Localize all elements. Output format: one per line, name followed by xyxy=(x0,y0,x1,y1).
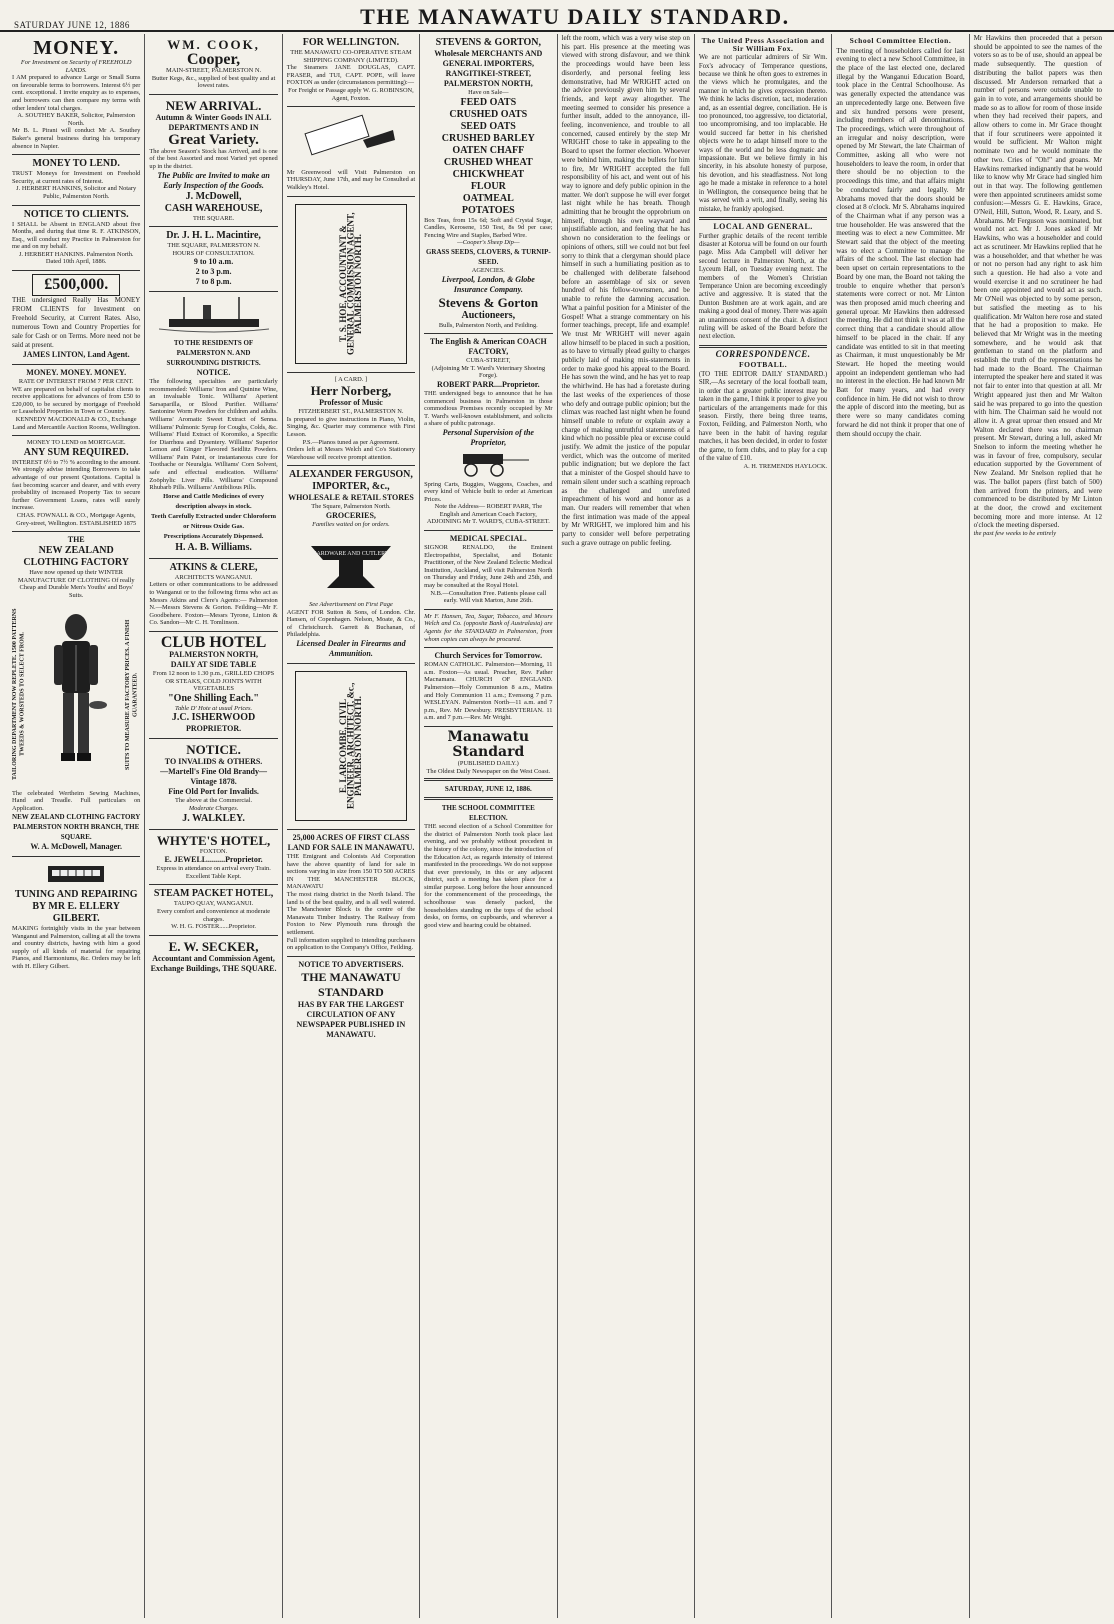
mortgage-ad xyxy=(12,436,140,532)
nz-footer: The celebrated Wertheim Sewing Machines, Hand and Treadle. Full particulars on Application. xyxy=(12,789,141,812)
warehouse-address: THE SQUARE. xyxy=(192,214,235,222)
williams-notice: NOTICE. xyxy=(196,367,231,377)
rate-heading: RATE OF INTEREST FROM 7 PER CENT. xyxy=(18,378,134,386)
leader-oldest: The Oldest Daily Newspaper on the West Coast. xyxy=(426,767,551,775)
auctioneers-label: Auctioneers, xyxy=(461,309,516,321)
leader-published: (PUBLISHED DAILY.) xyxy=(457,759,519,767)
stock-item: CRUSHED WHEAT xyxy=(443,156,533,168)
secker-accountant: Accountant and Commission Agent, xyxy=(152,953,275,963)
money-signature: A. SOUTHEY BAKER, Solicitor, Palmerston North. xyxy=(17,112,135,127)
clients-ad xyxy=(12,206,140,272)
residents-heading: TO THE RESIDENTS OF PALMERSTON N. AND SURROUNDING DISTRICTS. xyxy=(166,338,261,367)
club-dhote: Table D' Hote at usual Prices. xyxy=(175,704,253,712)
football-heading: FOOTBALL. xyxy=(739,360,788,370)
ferguson-ad xyxy=(287,466,415,664)
commercial-note: The above at the Commercial. xyxy=(174,797,253,805)
money-money-ad xyxy=(12,365,140,436)
coach-factory-ad xyxy=(424,334,552,531)
club-body: From 12 noon to 1.30 p.m., GRILLED CHOPS OR STEAKS, COLD JOINTS WITH VEGETABLES xyxy=(152,670,275,693)
fine-old-port: Fine Old Port for Invalids. xyxy=(168,787,259,797)
nz-side-left: TAILORING DEPARTMENT NOW REPLETE. 1500 PATTERNS TWEEDS & WORSTEDS TO SELECT FROM. xyxy=(12,608,26,781)
leader-date: SATURDAY, JUNE 12, 1886. xyxy=(444,785,532,794)
hoe-ad xyxy=(287,197,415,373)
money-ad xyxy=(12,34,140,155)
anvil-label: HARDWARE AND CUTLERY. xyxy=(312,551,390,558)
fox-heading: The United Press Association and Sir William Fox. xyxy=(701,36,825,53)
stevens-cooper: —Cooper's Sheep Dip— xyxy=(457,239,520,247)
clients-body: I SHALL be Absent in ENGLAND about five Months, and during that time R. F. ATKINSON, Esq., will conduct my Practice in Palmerston for me and on my behalf. xyxy=(12,220,141,251)
moderate-charges: Moderate Charges. xyxy=(188,804,239,812)
club-hotel-ad xyxy=(149,632,277,739)
stevens-name: STEVENS & GORTON, xyxy=(435,37,541,48)
linton-signature: JAMES LINTON, Land Agent. xyxy=(22,350,130,360)
column-1 xyxy=(8,34,145,1618)
column-5 xyxy=(558,34,695,1618)
stevens-agencies: AGENCIES. xyxy=(471,266,505,274)
norberg-profession: Professor of Music xyxy=(319,398,383,408)
column-7 xyxy=(832,34,969,1618)
boy-figure-illustration xyxy=(36,605,116,785)
stevens-box: Box Teas, from 15s 6d; Soft and Crystal Sugar, Candles, Kerosene, 150 Test, 8s 9d per case; Fencing Wire and Staples, Barbed Wire. xyxy=(424,216,553,239)
packet-hotel-ad xyxy=(149,885,277,935)
lend-signature: J. HERBERT HANKINS, Solicitor and Notary Public, Palmerston North. xyxy=(16,185,137,200)
clothing-factory-ad xyxy=(12,532,140,857)
secker-name: E. W. SECKER, xyxy=(168,938,259,954)
stock-item: FEED OATS xyxy=(460,96,517,108)
land-sale-ad xyxy=(287,830,415,957)
local-heading: LOCAL AND GENERAL. xyxy=(713,221,813,231)
piano-icon xyxy=(46,860,106,886)
stevens-street: RANGITIKEI-STREET, PALMERSTON NORTH, xyxy=(443,69,533,88)
acres-more: The most rising district in the North Island. The land is of the best quality, and is all well watered. The Manchester Block is the centre of the Manawatu Timber Industry. The Railway from Foxton to New Plymouth runs through the settlement. xyxy=(286,891,416,936)
lend-ad xyxy=(12,155,140,205)
column-footer: the past few weeks to be entirely xyxy=(973,530,1057,538)
anvil-illustration xyxy=(301,528,401,598)
church-heading: Church Services for Tomorrow. xyxy=(434,651,543,661)
walkley-name: J. WALKLEY. xyxy=(182,812,245,824)
ferguson-wholesale: WHOLESALE & RETAIL STORES xyxy=(288,493,414,503)
packet-name: STEAM PACKET HOTEL, xyxy=(153,888,274,900)
atkins-body: Letters or other communications to be addressed to Wanganui or to the following firms who act as Messrs Atkins and Clere's Agents:— Palmerston N.—Messrs Stevens & Gorton. Feilding—Mr F. Goodbehere. Foxton—Messrs Tyrone, Linton & Co. Sandon—Mr C. H. Tomlinson. xyxy=(149,581,278,627)
acres-body: THE Emigrant and Colonists Aid Corporation have the above quantity of land for sale in sections varying in size from 150 TO 500 ACRES IN THE MANCHESTER BLOCK, MANAWATU xyxy=(286,853,416,891)
larcombe-ad xyxy=(287,664,415,830)
walkley-notice: NOTICE. xyxy=(186,742,241,758)
secker-ad xyxy=(149,936,277,978)
coach-supervision: Personal Supervision of the Proprietor, xyxy=(442,427,534,447)
stevens-liverpool: Liverpool, London, & Globe Insurance Company. xyxy=(441,274,535,294)
cook-address: MAIN-STREET, PALMERSTON N. xyxy=(166,67,262,74)
money-subheading: For Investment on Security of FREEHOLD LANDS. xyxy=(20,59,132,74)
column-2 xyxy=(145,34,282,1618)
whyte-proprietor: E. JEWELL.........Proprietor. xyxy=(164,855,263,865)
fox-body: We are not particular admirers of Sir Wm. Fox's advocacy of Temperance questions, because we think he often goes to extremes in the views which he promulgates, and the manner in which he gives expression thereto. We think he lacks discretion, tact, moderation and, as an essential degree, conciliation. He is too pronounced, too aggressive, too dictatorial, too uncompromising, and too implacable. He would succeed far better in his cherished objects were he to adapt himself more to the ways of the world and be less dogmatic and impassionate. But we believe firmly in his sincerity, in his absolute honesty of purpose, his devotion, and his steadfastness. Not long ago he made a mistake in reference to a hotel in Wellington, the consequence being that he was served with a writ, and finally, seeing his mistake, he frankly apologised. xyxy=(698,54,828,213)
any-sum-body: INTEREST 6½ to 7½ % according to the amount. We strongly advise intending Borrowers to take advantage of our present Quotations. Capital is fast becoming scarcer and dearer, and with every probability of increased Property Tax to secure further Government Loans, rates will surely increase. xyxy=(12,458,141,512)
leader-body: THE second election of a School Committee for the district of Palmerston North took place last evening, and we probably without precedent in the history of the colony, since the introduction of the Education Act, as regards intensity of interest manifested in the proceedings. We do not suppose that ever previously, in this or any adjacent district, such a meeting has taken place for a similar purpose. Long before the hour announced for the commencement of the proceedings, the schoolhouse was densely packed, the householders standing on the tops of the school desks, on forms, on cupboards, and wherever a good view and hearing could be obtained. xyxy=(424,823,553,929)
masthead xyxy=(0,0,1114,32)
column-3 xyxy=(283,34,420,1618)
ferguson-families: Families waited on for orders. xyxy=(312,520,390,528)
secker-exchange: Exchange Buildings, THE SQUARE. xyxy=(150,963,277,973)
autumn-heading: Autumn & Winter Goods IN ALL DEPARTMENTS AND IN xyxy=(155,112,272,132)
williams-ad xyxy=(149,292,277,559)
club-shilling: "One Shilling Each." xyxy=(168,692,259,704)
packet-location: TAUPO QUAY, WANGANUI. xyxy=(173,900,254,908)
norberg-ad xyxy=(287,373,415,467)
money-heading: MONEY. xyxy=(33,37,120,59)
buggy-illustration xyxy=(443,448,533,478)
ferguson-address: The Square, Palmerston North. xyxy=(311,503,391,511)
isherwood-proprietor: PROPRIETOR. xyxy=(185,724,242,734)
ferguson-agent: AGENT FOR Sutton & Sons, of London. Chr. Hansen, of Copenhagen. Nelson, Moate, & Co., of Christchurch. Garrett & Buchanan, of Philadelphia. xyxy=(286,608,416,639)
norberg-body: Is prepared to give instructions in Piano, Violin, Singing, &c. Quarter may commence with First Lesson. xyxy=(286,415,416,438)
committee-body: The meeting of householders called for last evening to elect a new School Committee, in the place of the last elected one, declared illegal by the Wanganui Education Board, took place in the Central Schoolhouse. As was generally expected the attendance was an unprecedentedly large one. Between five and six hundred persons were present, including members of all denominations. The proceedings, which were throughout of an irregular and noisy description, were opened by Mr Stewart, the late Chairman of Committee, asking all who were not householders to leave the room, in order that there should be no objection to the proceedings this time, and that affairs might be conducted fairly and legally. Mr Abrahams moved that the doors should be closed at 8 o'clock. Mr S. Abrahams inquired of the Chairman what if any person was a true householder. He was answered that the meeting was to elect a new Committee. Mr Stewart said that the object of the meeting was to elect a Committee to manage the affairs of the school. The last election had been upset on certain representations to the Board by one man, the Board not taking the trouble to enquire whether that person's statements were correct or not. Mr Linton was then proposed amid much cheering and general uproar. Mr Hawkins then addressed the meeting. He did not think it was at all the correct thing that a candidate should allow himself to be placed in the chair. If any candidate was entitled to sit in that meeting as Chairman, it must unquestionably be Mr Stewart. He hoped the meeting would appoint an independent gentleman who had no interest in the election. He had known Mr Batt for many years, and had every confidence in him. He did not wish to throw the apple of discord into the meeting, but as there were so many candidates coming forward he did not think it proper that one of them should occupy the chair. xyxy=(836,46,965,438)
committee-heading: School Committee Election. xyxy=(849,36,952,45)
prescriptions: Prescriptions Accurately Dispensed. xyxy=(163,532,264,540)
macintire-name: Dr. J. H. L. Macintire, xyxy=(166,230,261,242)
larcombe-card-text: E. LARCOMBE, CIVIL ENGINEER, ARCHITECT, &c., PALMERSTON NORTH. xyxy=(337,682,363,810)
shipping-body: The Steamers JANE DOUGLAS, CAPT. FRASER, and TUI, CAPT. POPE, will leave FOXTON as under (circumstances permitting):— xyxy=(286,64,416,87)
macintire-ad xyxy=(149,227,277,292)
whyte-name: WHYTE'S HOTEL, xyxy=(156,832,271,848)
horse-medicine: Horse and Cattle Medicines of every description always in stock. xyxy=(163,492,265,510)
issue-date: SATURDAY JUNE 12, 1886 xyxy=(14,20,130,30)
club-daily: DAILY AT SIDE TABLE xyxy=(170,660,257,669)
leader-paper-title: Manawatu Standard xyxy=(447,728,530,760)
invalids-heading: TO INVALIDS & OTHERS. xyxy=(164,757,263,767)
fownall-signature: CHAS. FOWNALL & CO., Mortgage Agents, Grey-street, Wellington. ESTABLISHED 1875 xyxy=(16,511,137,527)
club-name: CLUB HOTEL xyxy=(160,634,267,651)
cook-trade: Cooper, xyxy=(186,51,241,68)
isherwood-name: J.C. ISHERWOOD xyxy=(171,712,256,724)
packet-proprietor: W. H. G. FOSTER......Proprietor. xyxy=(171,923,256,931)
warehouse-name: CASH WAREHOUSE, xyxy=(164,202,263,214)
ferguson-firearms: Licensed Dealer in Firearms and Ammunition. xyxy=(296,639,406,659)
club-location: PALMERSTON NORTH, xyxy=(169,650,258,659)
stevens-ad xyxy=(424,34,552,334)
cook-name: WM. COOK, xyxy=(167,37,260,52)
stock-item: CRUSHED OATS xyxy=(449,108,528,120)
lend-heading: MONEY TO LEND. xyxy=(32,158,120,170)
column-6 xyxy=(695,34,832,1618)
norberg-address: FITZHERBERT ST., PALMERSTON N. xyxy=(298,408,404,416)
kennedy-signature: KENNEDY MACDONALD & CO., Exchange Land and Mercantile Auction Rooms, Wellington. xyxy=(12,416,141,431)
arrival-heading: NEW ARRIVAL. xyxy=(165,97,262,113)
hours-item: 2 to 3 p.m. xyxy=(195,267,232,277)
coach-body: THE undersigned begs to announce that he has commenced business in Palmerston in those commodious Premises recently occupied by Mr T. Ward's well-known establishment, and solicits a share of public patronage. xyxy=(424,389,553,428)
nz-manager: W. A. McDowell, Manager. xyxy=(30,842,122,852)
advertisers-heading: NOTICE TO ADVERTISERS. xyxy=(298,959,404,969)
steamship-illustration xyxy=(159,295,269,335)
clients-signature: J. HERBERT HANKINS. Palmerston North. Dated 10th April, 1886. xyxy=(18,250,134,266)
clients-heading: NOTICE TO CLIENTS. xyxy=(23,208,129,220)
shipping-company: THE MANAWATU CO-OPERATIVE STEAM SHIPPING COMPANY (LIMITED). xyxy=(290,49,412,64)
auctioneers-locations: Bulls, Palmerston North, and Feilding. xyxy=(438,321,538,329)
coach-address: Note the Address— ROBERT PARR, The English and American Coach Factory, ADJOINING Mr T. WARD'S, CUBA-STREET. xyxy=(426,503,550,526)
coach-adjoining: (Adjoining Mr T. Ward's Veterinary Shoeing Forge). xyxy=(431,364,546,380)
money-note: Mr B. L. Pirani will conduct Mr A. Southey Baker's general business during his temporary absence in Napier. xyxy=(12,127,141,150)
hansen-ad xyxy=(424,610,552,648)
norberg-tuned: P.S.—Pianos tuned as per Agreement. xyxy=(302,438,400,446)
advertisers-ad xyxy=(287,957,415,1044)
medical-body: SIGNOR RENALDO, the Eminent Electropathist, Specialist, and Botanic Practitioner, of the New Zealand Eclectic Medical Institution, Auckland, will visit Palmerston North on Thursday and Friday, June 24th and 25th, and may be consulted at the Royal Hotel. xyxy=(424,544,553,590)
martell-brandy: —Martell's Fine Old Brandy— Vintage 1878. xyxy=(160,767,267,787)
ferguson-groceries: GROCERIES, xyxy=(325,510,376,520)
stevens-have: Have on Sale— xyxy=(468,89,509,96)
correspondence-heading: CORRESPONDENCE. xyxy=(715,348,811,359)
nz-branch: NEW ZEALAND CLOTHING FACTORY PALMERSTON NORTH BRANCH, THE SQUARE. xyxy=(12,813,141,842)
leader-heading: THE SCHOOL COMMITTEE ELECTION. xyxy=(441,804,535,823)
whyte-body: Express in attendance on arrival every Train. Excellent Table Kept. xyxy=(156,865,271,880)
packet-body: Every comfort and convenience at moderate charges. xyxy=(157,907,271,923)
whyte-hotel-ad xyxy=(149,830,277,886)
hansen-body: Mr F. Hansen, Tea, Sugar, Tobacco, and Messrs Welch and Co. (opposite Bank of Australasia) are Agents for the STANDARD in Palmerston, from whom copies can always be procured. xyxy=(424,612,553,643)
see-advertisement: See Advertisement on First Page xyxy=(309,601,393,609)
ferguson-name: ALEXANDER FERGUSON, xyxy=(288,469,413,481)
mortgage-heading: MONEY TO LEND on MORTGAGE. xyxy=(26,439,126,447)
local-body: Further graphic details of the recent terrible disaster at Kotorua will be found on our fourth page. Miss Ada Campbell will deliver her second lecture in Palmerston North, at the Lyceum Hall, on Tuesday evening next. The members of the Women's Christian Temperance Union are becoming exceedingly active and aggressive. It is stated that the Dunton Bushmen are at work again, and are making a good deal of money. There was again an unanimous consent of the chair. A distinct ruling will be asked of the Board before the next election. xyxy=(698,232,828,341)
newspaper-title: THE MANAWATU DAILY STANDARD. xyxy=(360,4,790,29)
stock-item: SEED OATS xyxy=(460,120,516,132)
mcdowell-ad xyxy=(149,95,277,227)
card-label: [ A CARD. ] xyxy=(334,375,368,383)
williams-name: H. A. B. Williams. xyxy=(175,541,252,553)
greenwood-ad xyxy=(287,107,415,196)
stevens-wholesale: Wholesale MERCHANTS AND GENERAL IMPORTERS, xyxy=(434,49,543,68)
tuning-body: MAKING fortnightly visits in the year between Wanganui and Palmerston, calling at all the towns and country districts, having with him a good supply of all kinds of material for repairing Pianos, and Harmoniums, &c. Orders may be left with H. Ellery Gilbert. xyxy=(12,924,141,970)
nz-side-right: SUITS TO MEASURE AT FACTORY PRICES. A FINISH GUARANTEED. xyxy=(125,619,139,770)
atkins-name: ATKINS & CLERE, xyxy=(169,561,258,573)
teeth-extracted: Teeth Carefully Extracted under Chloroform or Nitrous Oxide Gas. xyxy=(151,512,277,530)
column-8 xyxy=(970,34,1106,1618)
ferguson-importer: IMPORTER, &c., xyxy=(312,481,390,493)
stock-item: FLOUR xyxy=(470,180,506,192)
nz-title: NEW ZEALAND CLOTHING FACTORY xyxy=(23,545,130,569)
tuning-ad xyxy=(12,857,140,974)
medical-heading: MEDICAL SPECIAL. xyxy=(449,534,527,544)
stevens-grass: GRASS SEEDS, CLOVERS, & TURNIP-SEED. xyxy=(425,247,551,266)
wellington-heading: FOR WELLINGTON. xyxy=(302,37,400,48)
medical-patients: N.B.—Consultation Free. Patients please call early. Will visit Marton, June 26th. xyxy=(430,589,547,605)
rate-body: WE are prepared on behalf of capitalist clients to receive applications for advances of from £50 to £20,000, to be secured by mortgage of Freehold or Leasehold Properties in Town or Country. xyxy=(12,385,141,416)
column-4 xyxy=(420,34,557,1618)
amount-body: THE undersigned Really Has MONEY FROM CLIENTS for Investment on Freehold Security, at Current Rates. Also, numerous Town and Country Properties for sale for Cash or on Terms. More need not be said at present. xyxy=(12,296,141,350)
auctioneers-name: Stevens & Gorton xyxy=(438,294,539,310)
football-signature: A. H. TREMENDS HAYLOCK. xyxy=(743,463,828,471)
public-invite: The Public are Invited to make an Early Inspection of the Goods. xyxy=(157,170,270,190)
any-sum-heading: ANY SUM REQUIRED. xyxy=(23,446,129,458)
hand-pointing-illustration xyxy=(301,110,401,166)
stock-item: OATMEAL xyxy=(462,192,514,204)
amount-ad xyxy=(12,271,140,365)
whyte-location: FOXTON. xyxy=(199,847,228,855)
acres-applications: Full information supplied to intending purchasers on application to the Company's Office, Feilding. xyxy=(286,936,416,952)
walkley-ad xyxy=(149,739,277,829)
macintire-address: THE SQUARE, PALMERSTON N. xyxy=(167,242,260,250)
advertisers-paper: THE MANAWATU STANDARD xyxy=(301,969,401,999)
lend-body: TRUST Moneys for Investment on Freehold Security, at current rates of Interest. xyxy=(12,170,141,185)
wellington-shipping-ad xyxy=(287,34,415,107)
coach-heading: The English & American COACH FACTORY, xyxy=(429,337,547,357)
atkins-ad xyxy=(149,559,277,632)
hours-item: 7 to 8 p.m. xyxy=(195,277,232,287)
mcdowell-name: J. McDowell, xyxy=(185,190,242,202)
amount-heading: £500,000. xyxy=(32,274,120,296)
church-services xyxy=(424,648,552,727)
cook-ad xyxy=(149,34,277,95)
standard-leader xyxy=(424,727,552,934)
medical-ad xyxy=(424,531,552,610)
variety-body: The above Season's Stock has Arrived, and is one of the best Assorted and most Varied yet opened up in the district. xyxy=(149,147,278,170)
tuning-heading: TUNING AND REPAIRING BY MR E. ELLERY GILBERT. xyxy=(14,888,138,924)
coach-street: CUBA-STREET, xyxy=(466,357,511,365)
stock-item: OATEN CHAFF xyxy=(452,144,525,156)
money-body: I AM prepared to advance Large or Small Sums on favourable terms to borrowers. Interest 6½ per cent. exceptional. I invite enquiry as to expenses, and borrowers can then compare my terms with other lenders' total charges. xyxy=(12,74,141,112)
stock-item: POTATOES xyxy=(461,204,515,216)
acres-heading: 25,000 ACRES OF FIRST CLASS LAND FOR SALE IN MANAWATU. xyxy=(287,833,415,853)
nz-the: THE xyxy=(67,535,85,545)
columns xyxy=(8,34,1106,1618)
hoe-card-text: T. S. HOE, ACCOUNTANT & GENERAL COMMISSION AGENT, PALMERSTON NORTH. xyxy=(337,212,363,355)
nz-body: Have now opened up their WINTER MANUFACTURE OF CLOTHING Of really Cheap and Durable Men's Youths' and Boys' Suits. xyxy=(17,569,135,599)
williams-body: The following specialties are particularly recommended: Williams' Iron and Quinine Wine, an invaluable Tonic. Williams' Aperient Sarsaparilla, or Blood Purifier. Williams' Santonine Worm Powders for children and adults. Williams' Aromatic Sweet Extract of Senna. Williams' Pulmonic Syrup for Coughs, Colds, &c. Williams' Fluid Extract of Koromiko, a Specific for Diarrhœa and Dysentery. Williams' Superior Lemon and Ginger Flavored Seidlitz Powders. Williams' Pain Paint, or instantaneous cure for Toothache or Neuralgia. Williams' Corn Solvent, safe and effectual eradication. Williams' Zoöphylic Liver Pills. Williams' Compound Rhubarb Pills. Williams' Antibilious Pills. xyxy=(149,377,278,492)
leader-continued: left the room, which was a very wise step on his part. His presence at the meeting was viewed with strong disfavour, and we think the proceedings would have been less disorderly, and personal feeling less demonstrative, had Mr WRIGHT acted on the advice previously given him by several friends, and kept away altogether. The meeting seemed to consider his presence a further insult, added to the annoyance, ill-feeling, inconvenience, and trouble to all concerned, caused entirely by the step Mr WRIGHT chose to take in appealing to the Board to upset the former election. Whoever were behind him, making the bullets for him to fire, Mr WRIGHT accepted the full responsibility of his act, and went out of his way to ignore and defy public opinion in the matter. We don't suppose he will ever forget last night while he has breath. Though admitting that he brought the opprobrium on himself, through his own wayward and unjustifiable action, and feeling that he has shown no consideration to the feelings or opinions of others, still we could not but feel sorry to think that a clergyman should place himself in such a humiliating position as to be challenged with deliberate falsehood before an assemblage of six or seven hundred of his fellow-townsmen, and be unable to refute the damning accusation. What a painful position for a Minister of the Gospel! What a strange commentary on his former teachings, precept, life and example! We trust Mr WRIGHT will never again allow himself to be placed in such a position, as to have to virtually plead guilty to charges publicly laid of making mis-statements in order to make good his appeal to the Board. He has sown the wind, and he has yet to reap the whirlwind. He has had a foretaste during the last weeks of the experiences of those who defy and outrage public opinion; but the climax was reached last night when he found himself unable to refute or explain away a charge of making untruthful statements of a kind which no possible plea or excuse could justify. We admit the justice of the popular verdict, which was the outcome of merited public indignation; but we deplore the fact that a minister of the Gospel should have to remain silent under such a scathing reproach as the challenged and unrefuted impeachment of his word and honor as a man. Our readers will remember that when the first intimation was made of the appeal by Mr WRIGHT, we implored him and his party to consider well before perpetrating such a grave outrage on public feeling. xyxy=(561,34,690,547)
norberg-name: Herr Norberg, xyxy=(310,383,392,399)
norberg-orders: Orders left at Messrs Welch and Co's Stationery Warehouse will receive prompt attention. xyxy=(286,446,416,461)
stock-item: CRUSHED BARLEY xyxy=(441,132,535,144)
coach-proprietor: ROBERT PARR....Proprietor. xyxy=(437,379,540,389)
shipping-freight: For Freight or Passage apply W. G. ROBINSON, Agent, Foxton. xyxy=(288,86,414,102)
coach-order: Spring Carts, Buggies, Waggons, Coaches, and every kind of Vehicle built to order at American Prices. xyxy=(424,480,553,503)
cook-body: Butter Kegs, &c., supplied of best quality and at lowest rates. xyxy=(151,74,276,90)
hours-heading: HOURS OF CONSULTATION. xyxy=(172,249,255,257)
greenwood-body: Mr Greenwood will Visit Palmerston on THURSDAY, June 17th, and may be Consulted at Walkley's Hotel. xyxy=(286,168,416,191)
stock-item: CHICKWHEAT xyxy=(452,168,525,180)
atkins-architects: ARCHITECTS WANGANUI. xyxy=(174,573,253,581)
variety-heading: Great Variety. xyxy=(168,131,259,148)
committee-continued: Mr Hawkins then proceeded that a person should be appointed to see the names of the voters so as to be of use, should an appeal be made subsequently. The question of distributing the ballot papers was then discussed. Mr Anderson remarked that a number of persons were outside unable to gain in to vote, and arrangements should be made so as to allow for room of those inside when they had received their papers, and allow others to come in. Mr Grace thought that if four scrutineers were appointed it would be sufficient. Mr Walton might nominate two and he would nominate the other two. Cries of "Oh!" and groans. Mr Hawkins remarked indignantly that he would like to know why Mr Grace had singled him out in that way. The following gentlemen were then appointed scrutineers amidst some confusion:—Messrs G. E. Hawkins, Grace, O'Neil, Hill, Sutton, Wood, R. Leary, and S. Abrahams. Mr Ferguson was nominated, but would not act. Mr J. Jones asked if Mr Hawkins, who was a householder and could act as scrutineer. Mr Hawkins replied that he was a householder, and that whether he was or not no person had any right to ask him such a question. He had also a vote and would exercise it and no scrutineer he had been one appointed and would act as such. Mr O'Neil was objected to by some person, but satisfied the meeting as to his qualification. Mr Walton here rose and stated that he had a proposition to make. He believed that Mr Wright was in the meeting somewhere, and he would ask that gentleman to stand on the platform and establish the truth of the representations he had made to the Board. The Chairman interrupted the speaker here and stated it was not fair to enter into that question at all. Mr Wright appeared just then and Mr Walton said he was prepared to go into the question with him. The Chairman said he would not allow it. A great uproar then ensued and Mr Walton declared there was no chairman present. Mr Stewart, during a lull, asked Mr Snelson to inform the meeting whether he was in favour of free, compulsory, secular education supported by the Government of New Zealand. Mr Snelson replied that he was. The ballot papers (first batch of 500) then arrived from the printers, and were commenced to be distributed by Mr Linton at the door, the crowd and excitement becoming more and more intense. At 12 o'clock the meeting dispersed. xyxy=(973,34,1102,530)
church-body: ROMAN CATHOLIC. Palmerston—Morning, 11 a.m. Foxton—As usual. Preacher, Rev. Father Macnamara. CHURCH OF ENGLAND. Palmerston—Holy Communion 8 a.m., Matins and Holy Communion 11 a.m.; Evensong 7 p.m. WESLEYAN. Palmerston North—11 a.m. and 7 p.m., Rev. Mr Dewsbury. PRESBYTERIAN. 11 a.m. and 7 p.m.—Rev. Mr Wright. xyxy=(424,661,553,722)
nz-figure-block xyxy=(12,600,140,790)
money3-heading: MONEY. MONEY. MONEY. xyxy=(26,368,127,378)
hours-item: 9 to 10 a.m. xyxy=(193,257,234,267)
football-body: (TO THE EDITOR DAILY STANDARD.) SIR,—As secretary of the local football team, in order that a greater public interest may be taken in the game, I think it proper to give you particulars of the arrangements made for this season. Firstly, there being three teams, Foxton, Feilding, and Palmerston North, who have been in the habit of having regular matches, it has been decided, in order to foster the game, to form clubs, and to play for a cup of the value of £10. xyxy=(698,370,828,463)
advertisers-largest: HAS BY FAR THE LARGEST CIRCULATION OF ANY NEWSPAPER PUBLISHED IN MANAWATU. xyxy=(296,999,406,1039)
